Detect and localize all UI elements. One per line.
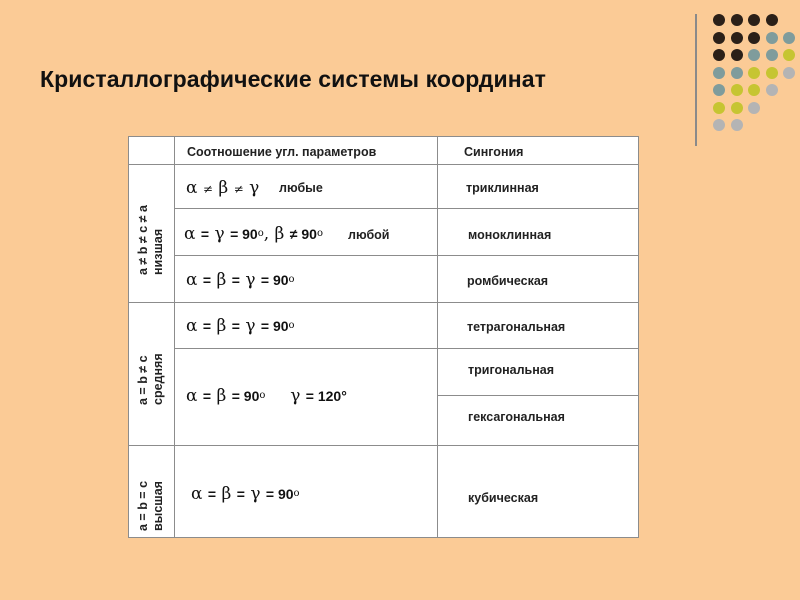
header-rule xyxy=(129,164,638,165)
decorative-dot xyxy=(713,119,725,131)
rhombic-syngony: ромбическая xyxy=(467,274,549,288)
decorative-dot xyxy=(748,67,760,79)
cubic-formula: $\alpha = \beta = \gamma = 90^о$ xyxy=(191,484,300,504)
group-low-edges: a ≠ b ≠ c ≠ a xyxy=(136,205,150,275)
decorative-dot xyxy=(713,14,725,26)
monoclinic-syngony: моноклинная xyxy=(468,228,552,242)
decorative-dot xyxy=(731,32,743,44)
group-high-edges: a = b = c xyxy=(136,480,150,531)
group-mid-name: средняя xyxy=(151,353,165,405)
header-ratio: Соотношение угл. параметров xyxy=(187,145,377,159)
column-rule xyxy=(174,137,175,537)
decorative-dot xyxy=(766,32,778,44)
decorative-dot xyxy=(731,49,743,61)
row-rule xyxy=(174,208,638,209)
tetragonal-formula: $\alpha = \beta = \gamma = 90^о$ xyxy=(186,316,295,336)
decorative-dot xyxy=(748,32,760,44)
row-rule xyxy=(174,255,638,256)
crystal-systems-table xyxy=(128,136,639,538)
decorative-dot xyxy=(783,49,795,61)
triclinic-formula: α ≠ β ≠ γ xyxy=(186,178,260,198)
group-low-name: низшая xyxy=(151,228,165,275)
decorative-dot xyxy=(731,102,743,114)
decorative-dot xyxy=(783,67,795,79)
header-syngony: Сингония xyxy=(464,145,524,159)
group-mid-edges: a = b ≠ c xyxy=(136,355,150,405)
slide-title: Кристаллографические системы координат xyxy=(40,66,546,92)
decorative-dot xyxy=(731,84,743,96)
decorative-dot xyxy=(713,49,725,61)
decorative-dot xyxy=(713,67,725,79)
group-rule xyxy=(129,445,638,446)
decorative-dot xyxy=(766,49,778,61)
decorative-dot xyxy=(748,14,760,26)
monoclinic-formula: $\alpha = \gamma = 90^о$, $\beta \ne 90^о$ xyxy=(184,224,323,244)
group-high-label xyxy=(136,481,166,531)
decorative-dot xyxy=(731,14,743,26)
tetragonal-syngony: тетрагональная xyxy=(467,320,566,334)
decorative-dot xyxy=(713,32,725,44)
decorative-dot xyxy=(713,102,725,114)
triclinic-syngony: триклинная xyxy=(466,181,539,195)
group-mid-label xyxy=(136,353,166,405)
trigonal-syngony: тригональная xyxy=(468,363,555,377)
row-rule xyxy=(437,395,638,396)
decorative-dot xyxy=(731,67,743,79)
cubic-syngony: кубическая xyxy=(468,491,539,505)
triclinic-note: любые xyxy=(279,181,323,195)
group-low-label xyxy=(136,205,166,275)
decorative-dot xyxy=(766,67,778,79)
rhombic-formula: $\alpha = \beta = \gamma = 90^о$ xyxy=(186,270,295,290)
row-rule xyxy=(174,348,638,349)
decorative-dot xyxy=(766,14,778,26)
decorative-divider xyxy=(695,14,697,146)
column-rule xyxy=(437,137,438,537)
monoclinic-note: любой xyxy=(348,228,390,242)
group-rule xyxy=(129,302,638,303)
decorative-dot xyxy=(731,119,743,131)
hexagonal-syngony: гексагональная xyxy=(468,410,565,424)
decorative-dot xyxy=(783,32,795,44)
decorative-dot xyxy=(748,49,760,61)
group-high-name: высшая xyxy=(151,481,165,531)
decorative-dot xyxy=(748,84,760,96)
decorative-dot xyxy=(713,84,725,96)
decorative-dot xyxy=(766,84,778,96)
decorative-dot xyxy=(748,102,760,114)
trigonal-hexagonal-formula: $\alpha = \beta = 90^о$ γ = 120° xyxy=(186,386,347,406)
